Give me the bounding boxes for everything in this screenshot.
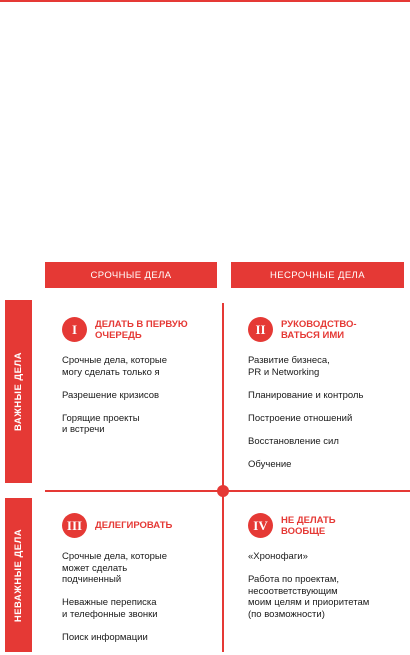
quadrant-3-number-badge: III bbox=[62, 513, 87, 538]
list-item: Неважные переписка и телефонные звонки bbox=[62, 597, 158, 620]
list-item: Поиск информации bbox=[62, 631, 148, 643]
quadrant-4-items bbox=[248, 551, 408, 620]
quadrant-1 bbox=[62, 316, 218, 447]
quadrant-4-header bbox=[248, 512, 408, 539]
quadrant-2-number-badge: II bbox=[248, 317, 273, 342]
row-header-important-label: ВАЖНЫЕ ДЕЛА bbox=[13, 351, 25, 432]
quadrant-3-items bbox=[62, 551, 218, 643]
quadrant-4 bbox=[248, 512, 408, 632]
quadrant-4-number-badge: IV bbox=[248, 513, 273, 538]
quadrant-4-title: НЕ ДЕЛАТЬ ВООБЩЕ bbox=[281, 514, 336, 537]
quadrant-2 bbox=[248, 316, 408, 482]
list-item: Восстановление сил bbox=[248, 435, 339, 447]
quadrant-2-title: РУКОВОДСТВО- ВАТЬСЯ ИМИ bbox=[281, 318, 357, 341]
list-item: Обучение bbox=[248, 458, 292, 470]
row-header-not-important-label: НЕВАЖНЫЕ ДЕЛА bbox=[13, 528, 24, 622]
list-item: Планирование и контроль bbox=[248, 389, 364, 401]
quadrant-3-title: ДЕЛЕГИРОВАТЬ bbox=[95, 520, 173, 531]
top-rule bbox=[0, 0, 410, 2]
list-item: Срочные дела, которые может сделать подчиненный bbox=[62, 551, 168, 585]
list-item: Развитие бизнеса, PR и Networking bbox=[248, 355, 330, 378]
list-item: Срочные дела, которые могу сделать только я bbox=[62, 355, 168, 378]
quadrant-1-items bbox=[62, 355, 218, 436]
quadrant-3-header bbox=[62, 512, 218, 539]
axis-center-dot bbox=[217, 485, 229, 497]
quadrant-1-header bbox=[62, 316, 218, 343]
column-header-urgent: СРОЧНЫЕ ДЕЛА bbox=[45, 262, 217, 288]
quadrant-1-number-badge: I bbox=[62, 317, 87, 342]
quadrant-2-items bbox=[248, 355, 408, 470]
quadrant-1-title: ДЕЛАТЬ В ПЕРВУЮ ОЧЕРЕДЬ bbox=[95, 318, 188, 341]
list-item: Разрешение кризисов bbox=[62, 389, 160, 401]
quadrant-2-header bbox=[248, 316, 408, 343]
row-header-not-important bbox=[5, 498, 32, 652]
list-item: Построение отношений bbox=[248, 412, 353, 424]
row-header-important bbox=[5, 300, 32, 483]
quadrant-3 bbox=[62, 512, 218, 655]
list-item: Работа по проектам, несоответствующим моим целям и приоритетам (по возможности) bbox=[248, 574, 370, 620]
column-header-not-urgent: НЕСРОЧНЫЕ ДЕЛА bbox=[231, 262, 404, 288]
list-item: Горящие проекты и встречи bbox=[62, 412, 140, 435]
vertical-axis-line bbox=[222, 303, 224, 652]
list-item: «Хронофаги» bbox=[248, 551, 308, 562]
